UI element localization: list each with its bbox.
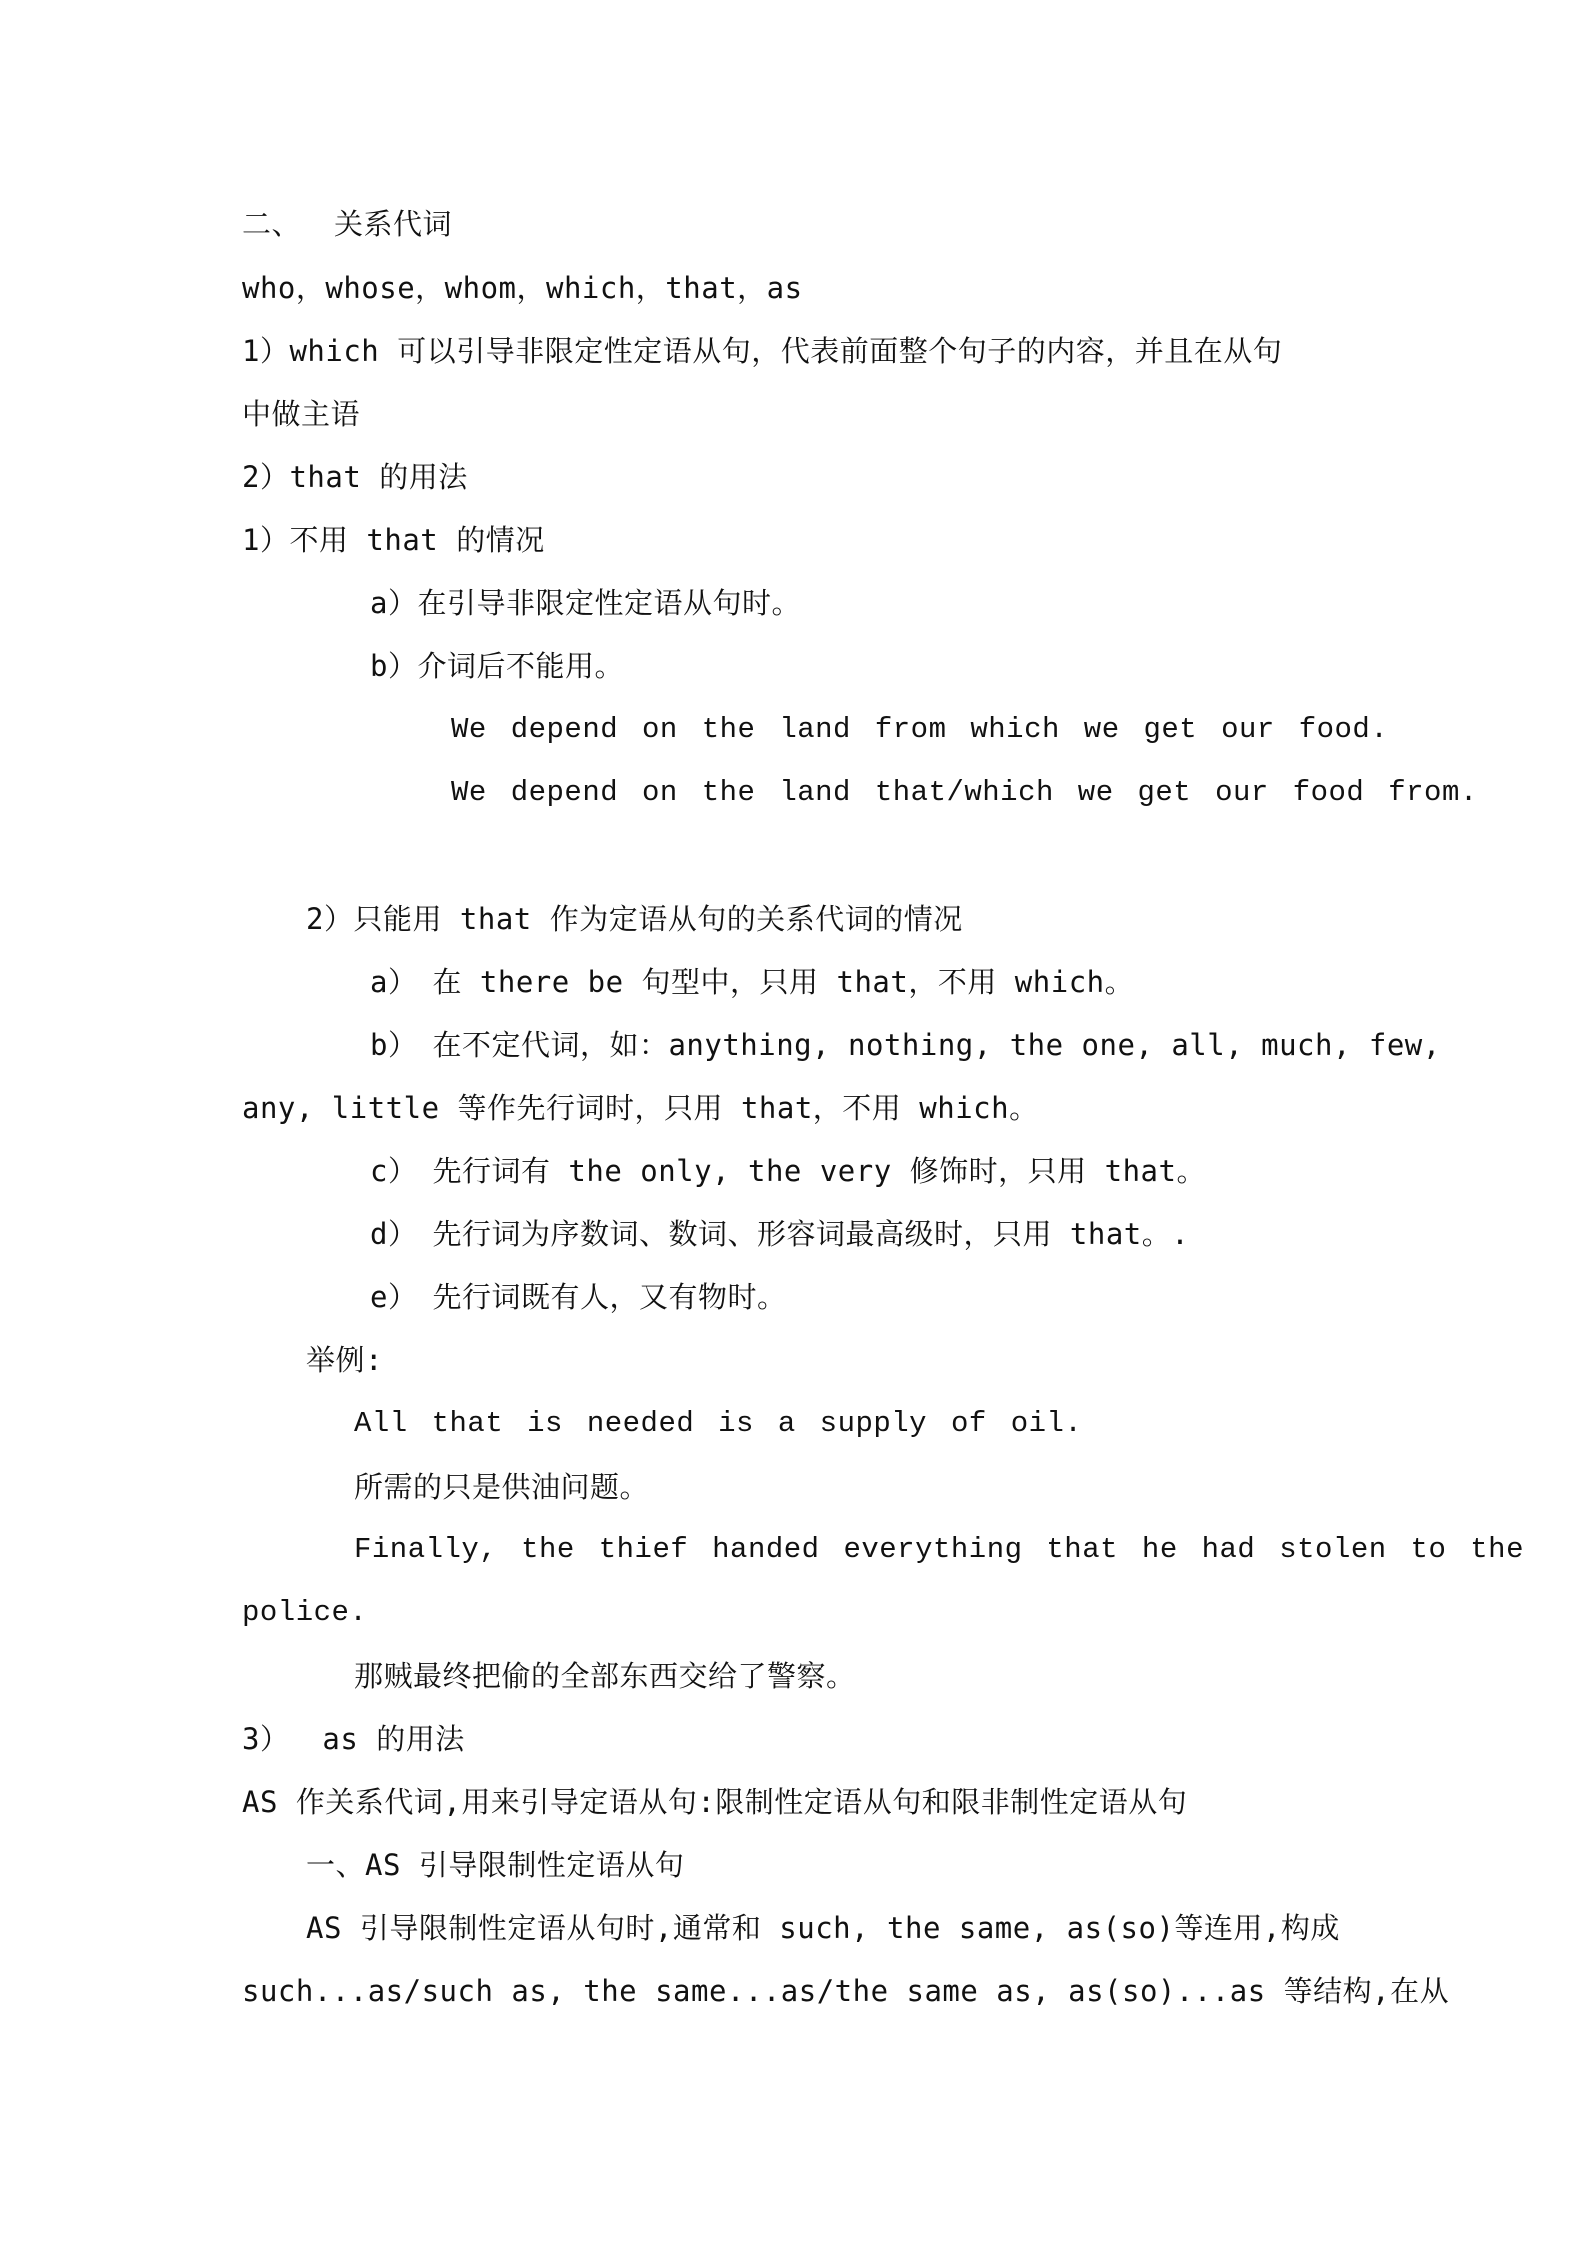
subheading: 3） as 的用法 — [242, 1722, 465, 1756]
subheading: 1）不用 that 的情况 — [242, 523, 545, 557]
list-item: a） 在 there be 句型中，只用 that，不用 which。 — [370, 965, 1135, 999]
example-sentence: We depend on the land that/which we get our food from. — [451, 776, 1478, 809]
paragraph-line: AS 引导限制性定语从句时,通常和 such, the same, as(so)等连用,构成 — [306, 1911, 1340, 1945]
subheading: 一、AS 引导限制性定语从句 — [306, 1848, 685, 1882]
list-item: a）在引导非限定性定语从句时。 — [370, 586, 801, 620]
list-item: b）介词后不能用。 — [370, 649, 624, 683]
subheading: 2）that 的用法 — [242, 460, 468, 494]
section-heading: 二、 关系代词 — [242, 207, 452, 241]
example-sentence: We depend on the land from which we get our food. — [451, 713, 1389, 746]
example-sentence: Finally, the thief handed everything that he had stolen to the — [354, 1533, 1524, 1566]
list-item-continued: any, little 等作先行词时，只用 that，不用 which。 — [242, 1091, 1039, 1125]
list-item: d） 先行词为序数词、数词、形容词最高级时，只用 that。. — [370, 1217, 1190, 1251]
list-item: e） 先行词既有人，又有物时。 — [370, 1280, 787, 1314]
example-sentence: All that is needed is a supply of oil. — [354, 1407, 1083, 1440]
paragraph-line: 1）which 可以引导非限定性定语从句，代表前面整个句子的内容，并且在从句 — [242, 334, 1283, 368]
paragraph-line: 中做主语 — [242, 397, 361, 431]
example-sentence-continued: police. — [242, 1596, 368, 1629]
list-item: b） 在不定代词，如：anything, nothing, the one, all, much, few, — [370, 1028, 1441, 1062]
example-translation: 所需的只是供油问题。 — [354, 1470, 650, 1504]
subheading: 2）只能用 that 作为定语从句的关系代词的情况 — [306, 902, 963, 936]
paragraph-line: such...as/such as, the same...as/the same as, as(so)...as 等结构,在从 — [242, 1974, 1450, 2008]
example-translation: 那贼最终把偷的全部东西交给了警察。 — [354, 1659, 856, 1693]
paragraph-line: AS 作关系代词,用来引导定语从句:限制性定语从句和限非制性定语从句 — [242, 1785, 1188, 1819]
pronoun-list: who，whose，whom，which，that，as — [242, 271, 803, 305]
example-label: 举例: — [306, 1343, 383, 1377]
list-item: c） 先行词有 the only, the very 修饰时，只用 that。 — [370, 1154, 1206, 1188]
